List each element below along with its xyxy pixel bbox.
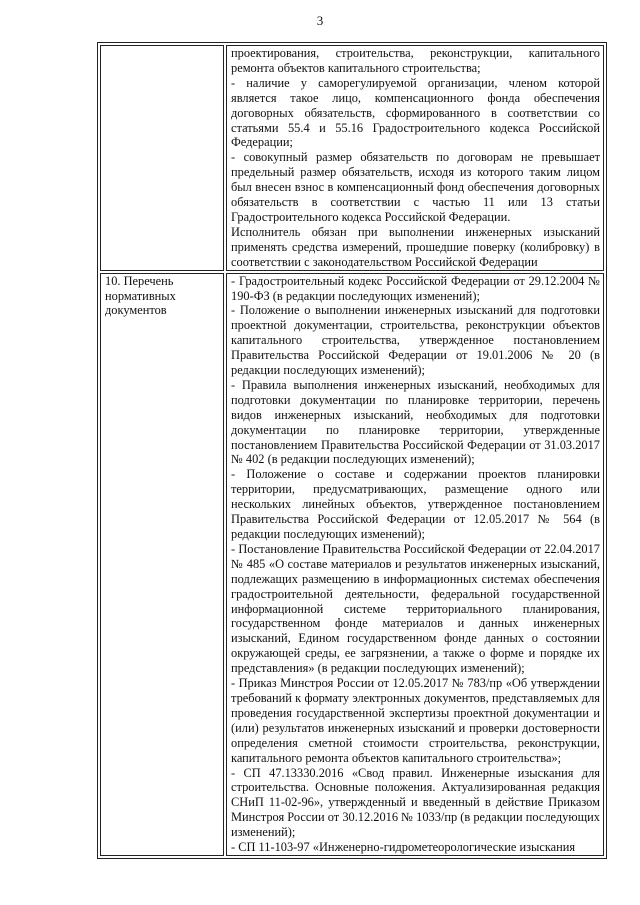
page-number: 3 xyxy=(316,13,324,28)
row-label-cell xyxy=(100,45,224,271)
table-row xyxy=(100,45,604,271)
row-content-cell xyxy=(226,273,604,856)
paragraph: - СП 11-103-97 «Инженерно-гидрометеорологические изыскания xyxy=(231,840,576,855)
paragraph: Исполнитель обязан при выполнении инженерных изысканий применять средства измерений, прошедшие поверку (колибровку) в соответствии с законодательством Российской Федерации xyxy=(231,224,600,269)
paragraph: - Градостроительный кодекс Российской Федерации от 29.12.2004 № 190-ФЗ (в редакции последующих изменений); xyxy=(231,273,600,303)
row-label: 10. Перечень нормативных документов xyxy=(105,273,176,318)
paragraph: - Положение о составе и содержании проектов планировки территории, предусматривающих, размещение одного или нескольких линейных объектов, утвержденное постановлением Правительства Российской Федерации от 12.05.2017 № 564 (в редакции последующих изменений); xyxy=(231,467,600,541)
paragraph: - СП 47.13330.2016 «Свод правил. Инженерные изыскания для строительства. Основные положения. Актуализированная редакция СНиП 11-02-96», утвержденный и введенный в действие Приказом Минстроя России от 30.12.2016 № 1033/пр (в редакции последующих изменений); xyxy=(231,765,600,840)
row-content-cell xyxy=(226,45,604,271)
table-row xyxy=(100,273,604,856)
paragraph: - Положение о выполнении инженерных изысканий для подготовки проектной документации, строительства, реконструкции объектов капитального строительства, утвержденное постановлением Правительства Российской Федерации от 19.01.2006 № 20 (в редакции последующих изменений); xyxy=(231,303,600,378)
paragraph: - наличие у саморегулируемой организации, членом которой является такое лицо, компенсационного фонда обеспечения договорных обязательств, сформированного в соответствии со статьями 55.4 и 55.16 Градостроительного кодекса Российской Федерации; xyxy=(231,75,600,150)
paragraph: - Приказ Минстроя России от 12.05.2017 № 783/пр «Об утверждении требований к формату электронных документов, представляемых для проведения государственной экспертизы проектной документации и (или) результатов инженерных изысканий и проверки достоверности определения сметной стоимости строительства, реконструкции, капитального ремонта объектов капитального строительства»; xyxy=(231,676,600,765)
requirements-table xyxy=(97,42,607,859)
row-label-cell xyxy=(100,273,224,856)
paragraph: - Правила выполнения инженерных изысканий, необходимых для подготовки документации по планировке территории, перечень видов инженерных изысканий, необходимых для подготовки документации по планировке территории, утвержденные постановлением Правительства Российской Федерации от 31.03.2017 № 402 (в редакции последующих изменений); xyxy=(231,377,600,467)
paragraph: - совокупный размер обязательств по договорам не превышает предельный размер обязательств, исходя из которого таким лицом был внесен взнос в компенсационный фонд обеспечения договорных обязательств в соответствии с частью 11 или 13 статьи Градостроительного кодекса Российской Федерации. xyxy=(231,150,600,224)
paragraph: проектирования, строительства, реконструкции, капитального ремонта объектов капитального строительства; xyxy=(231,46,600,75)
paragraph: - Постановление Правительства Российской Федерации от 22.04.2017 № 485 «О составе материалов и результатов инженерных изысканий, подлежащих размещению в информационных системах обеспечения градостроительной деятельности, федеральной государственной информационной системе территориального планирования, государственном фонде материалов и данных инженерных изысканий, Едином государственном фонде данных о состоянии окружающей среды, ее загрязнении, а также о форме и порядке их представления» (в редакции последующих изменений); xyxy=(231,541,600,676)
